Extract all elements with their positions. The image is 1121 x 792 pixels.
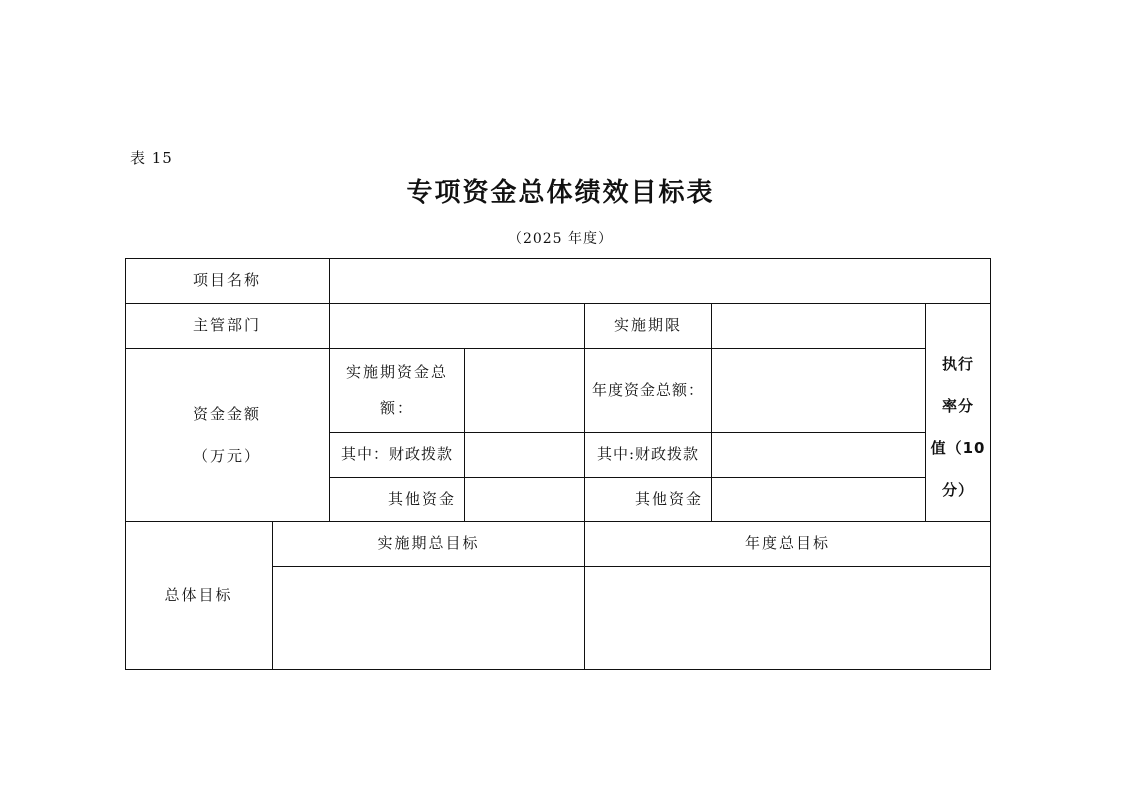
annual-total-field[interactable]	[712, 348, 925, 432]
other-field-right[interactable]	[712, 477, 925, 521]
fiscal-field-left[interactable]	[465, 432, 584, 477]
period-total-field[interactable]	[465, 348, 584, 432]
fiscal-field-right[interactable]	[712, 432, 925, 477]
score-label-line3: 值（10	[930, 439, 986, 457]
period-goal-field[interactable]	[273, 567, 584, 669]
department-label: 主管部门	[192, 316, 261, 335]
funds-label	[125, 348, 329, 521]
other-label-right: 其他资金	[634, 489, 703, 508]
page-title: 专项资金总体绩效目标表	[406, 178, 715, 208]
overall-goal-label: 总体目标	[164, 585, 233, 604]
score-label	[926, 303, 990, 521]
period-field[interactable]	[712, 303, 925, 348]
project-name-field[interactable]	[330, 258, 990, 303]
period-total-label	[330, 348, 464, 432]
annual-goal-field[interactable]	[585, 567, 990, 669]
score-label-line2: 率分	[941, 397, 974, 415]
other-label-left: 其他资金	[387, 489, 456, 508]
period-total-line2: 额：	[379, 399, 414, 417]
department-field[interactable]	[330, 303, 584, 348]
project-name-label: 项目名称	[192, 271, 261, 290]
period-goal-header: 实施期总目标	[377, 534, 480, 553]
period-total-line1: 实施期资金总	[345, 363, 448, 381]
score-label-line4: 分）	[941, 481, 974, 499]
funds-unit-text: （万元）	[192, 446, 261, 465]
funds-label-text: 资金金额	[192, 404, 261, 423]
table-number: 表 15	[130, 149, 173, 167]
other-field-left[interactable]	[465, 477, 584, 521]
score-label-line1: 执行	[941, 355, 974, 373]
year-subtitle: （2025 年度）	[507, 231, 614, 247]
annual-total-label: 年度资金总额：	[591, 380, 704, 399]
fiscal-label-right: 其中:财政拨款	[596, 445, 700, 464]
fiscal-label-left: 其中：财政拨款	[340, 445, 453, 464]
period-label: 实施期限	[613, 316, 682, 335]
annual-goal-header: 年度总目标	[744, 534, 830, 553]
